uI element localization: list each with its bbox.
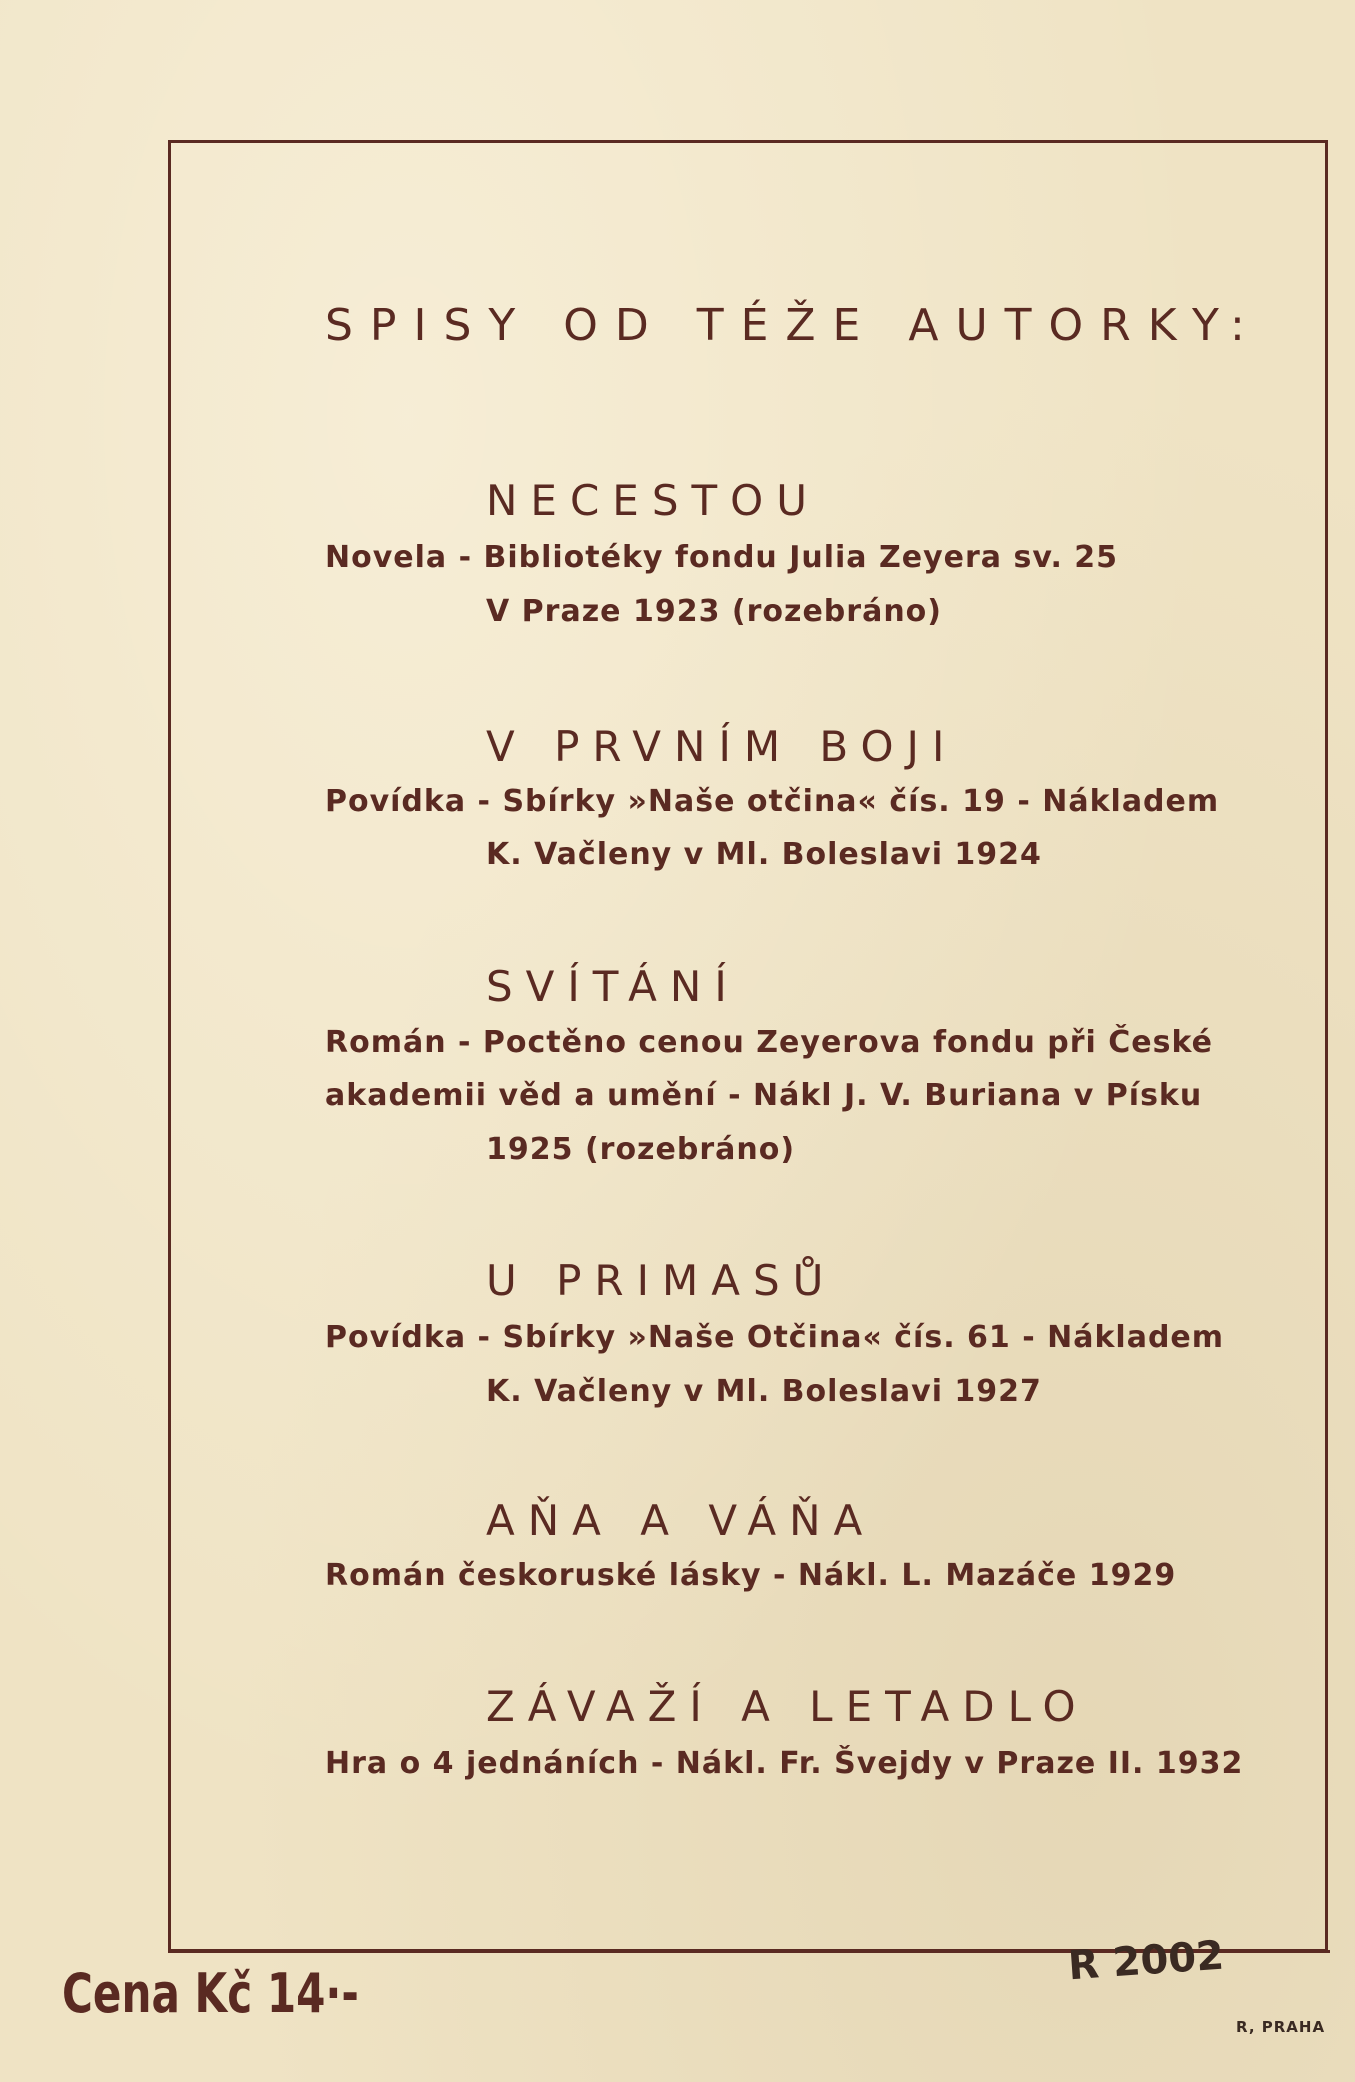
- work-title: V PRVNÍM BOJI: [486, 722, 958, 771]
- work-detail-line: 1925 (rozebráno): [486, 1132, 796, 1167]
- work-detail-line: Román - Poctěno cenou Zeyerova fondu při České: [325, 1025, 1213, 1060]
- work-title: U PRIMASŮ: [486, 1256, 837, 1305]
- work-detail-line: akademii věd a umění - Nákl J. V. Buriana v Písku: [325, 1078, 1203, 1113]
- work-title: NECESTOU: [486, 476, 820, 525]
- printer-imprint: R, PRAHA: [1236, 2018, 1326, 2036]
- page-heading: SPISY OD TÉŽE AUTORKY:: [325, 300, 1262, 351]
- work-title: SVÍTÁNÍ: [486, 962, 740, 1011]
- work-detail-line: Román českoruské lásky - Nákl. L. Mazáče 1929: [325, 1558, 1177, 1593]
- work-title: ZÁVAŽÍ A LETADLO: [486, 1682, 1089, 1731]
- price-label: Cena Kč 14·-: [62, 1962, 359, 2025]
- work-detail-line: Hra o 4 jednáních - Nákl. Fr. Švejdy v Praze II. 1932: [325, 1746, 1244, 1781]
- work-detail-line: K. Vačleny v Ml. Boleslavi 1924: [486, 837, 1042, 872]
- library-stamp: R 2002: [1066, 1932, 1226, 1990]
- work-title: AŇA A VÁŇA: [486, 1496, 876, 1545]
- work-detail-line: Novela - Bibliotéky fondu Julia Zeyera sv. 25: [325, 540, 1119, 575]
- work-detail-line: K. Vačleny v Ml. Boleslavi 1927: [486, 1374, 1042, 1409]
- work-detail-line: Povídka - Sbírky »Naše otčina« čís. 19 - Nákladem: [325, 784, 1220, 819]
- work-detail-line: V Praze 1923 (rozebráno): [486, 594, 942, 629]
- work-detail-line: Povídka - Sbírky »Naše Otčina« čís. 61 - Nákladem: [325, 1320, 1225, 1355]
